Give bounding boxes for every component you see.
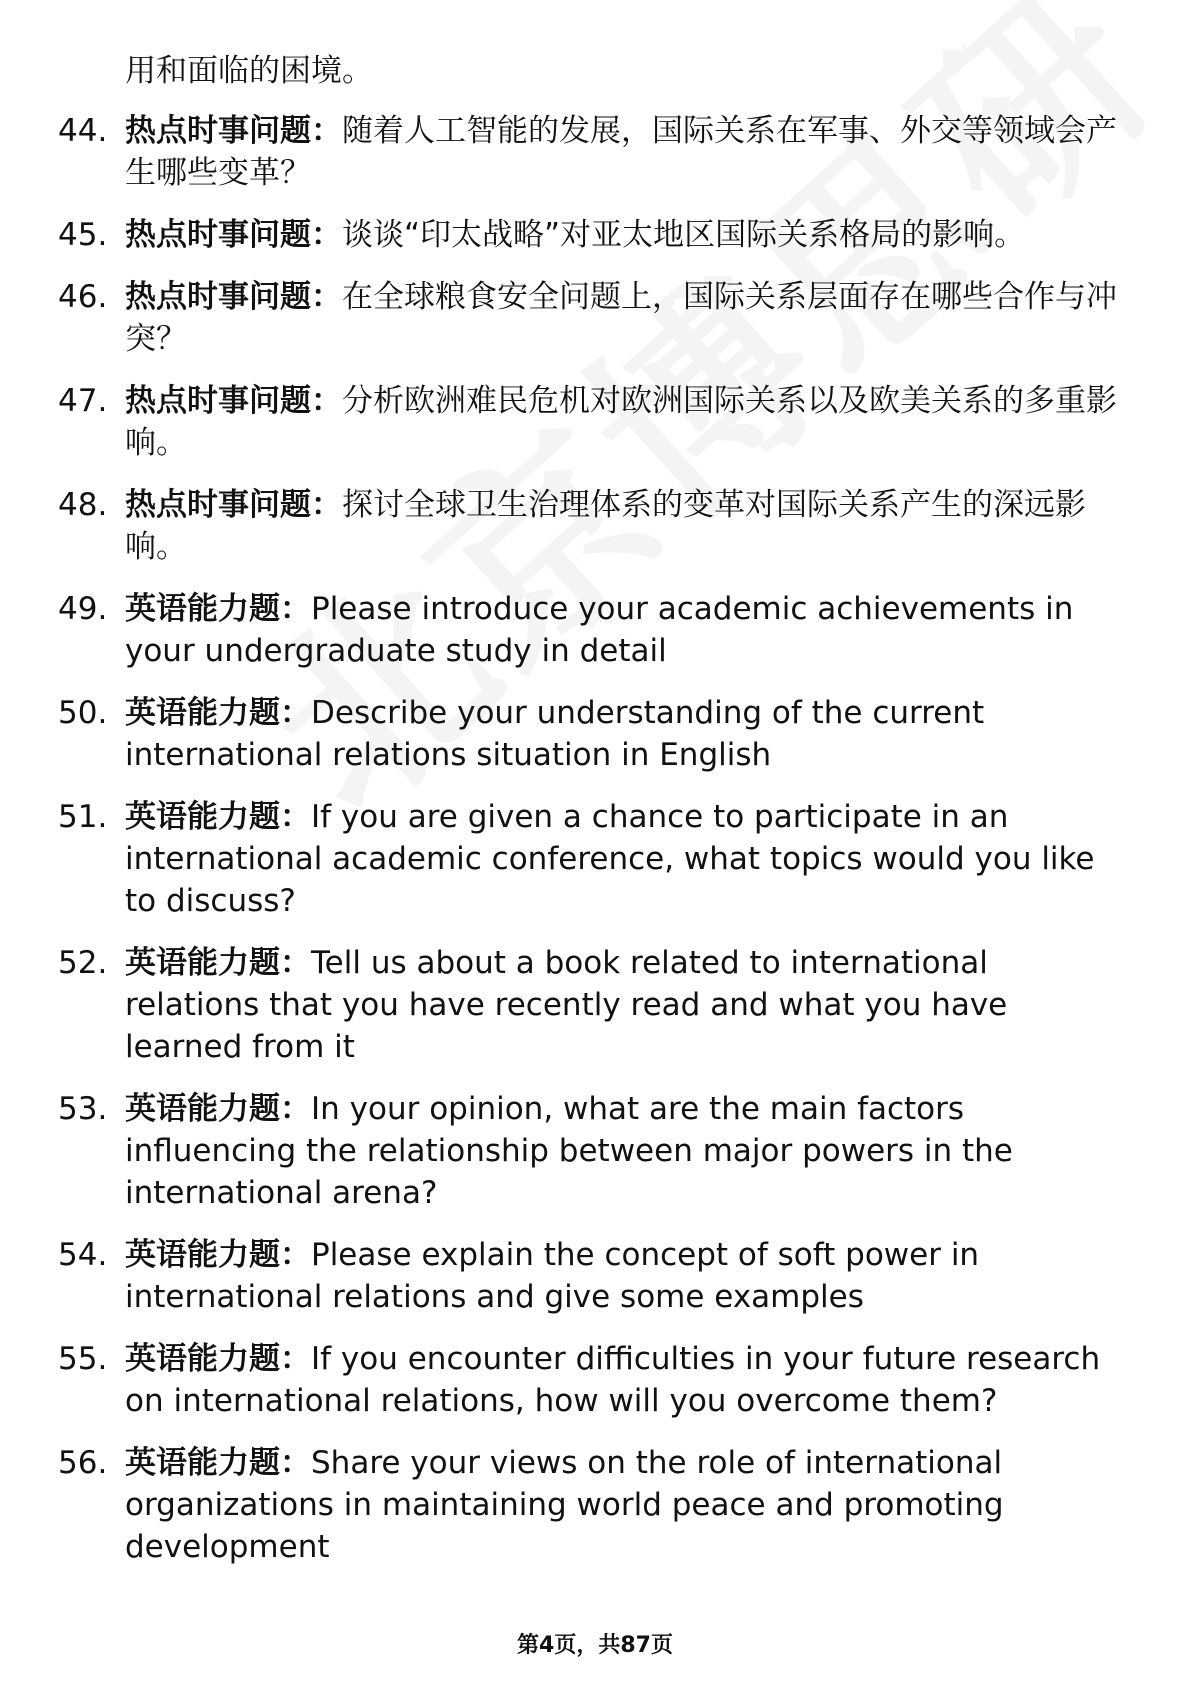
question-category: 英语能力题： (125, 695, 311, 731)
question-text: Tell us about a book related to international relations that you have recently read and what you have learned from it (125, 945, 1008, 1065)
question-text: Share your views on the role of international organizations in maintaining world peace and promoting development (125, 1445, 1004, 1565)
question-number: 55. (58, 1341, 108, 1377)
question-number: 54. (58, 1237, 108, 1273)
question-text: In your opinion, what are the main factors influencing the relationship between major powers in the international arena? (125, 1091, 1013, 1211)
question-text: Describe your understanding of the current international relations situation in English (125, 695, 985, 773)
question-text: Please introduce your academic achievements in your undergraduate study in detail (125, 591, 1074, 669)
question-category: 英语能力题： (125, 591, 311, 627)
question-item (58, 276, 1128, 360)
question-item (58, 1338, 1128, 1422)
question-text: Please explain the concept of soft power in international relations and give some examples (125, 1237, 980, 1315)
question-text: 探讨全球卫生治理体系的变革对国际关系产生的深远影响。 (125, 487, 1086, 565)
question-text: 在全球粮食安全问题上，国际关系层面存在哪些合作与冲突？ (125, 279, 1117, 357)
question-item (58, 1234, 1128, 1318)
question-item (58, 1088, 1128, 1214)
question-text: 分析欧洲难民危机对欧洲国际关系以及欧美关系的多重影响。 (125, 383, 1117, 461)
question-text: If you are given a chance to participate in an international academic conference, what topics would you like to discuss? (125, 799, 1095, 919)
question-number: 51. (58, 799, 108, 835)
question-category: 热点时事问题： (125, 279, 342, 315)
question-item (58, 110, 1128, 194)
question-category: 英语能力题： (125, 945, 311, 981)
question-category: 热点时事问题： (125, 383, 342, 419)
question-item (58, 380, 1128, 464)
question-number: 46. (58, 279, 108, 315)
question-category: 英语能力题： (125, 1341, 311, 1377)
question-item (58, 588, 1128, 672)
question-item (58, 1442, 1128, 1568)
question-number: 50. (58, 695, 108, 731)
question-item (58, 214, 1128, 256)
question-number: 48. (58, 487, 108, 523)
question-item (58, 942, 1128, 1068)
question-category: 热点时事问题： (125, 487, 342, 523)
question-category: 热点时事问题： (125, 217, 342, 253)
question-number: 53. (58, 1091, 108, 1127)
question-number: 49. (58, 591, 108, 627)
question-text: 随着人工智能的发展，国际关系在军事、外交等领域会产生哪些变革？ (125, 113, 1117, 191)
question-category: 英语能力题： (125, 799, 311, 835)
continuation-text: 用和面临的困境。 (125, 53, 373, 89)
question-item (58, 692, 1128, 776)
question-number: 44. (58, 113, 108, 149)
question-category: 英语能力题： (125, 1091, 311, 1127)
page-footer: 第4页，共87页 (517, 1633, 673, 1658)
question-list (58, 110, 1128, 1588)
question-text: If you encounter difficulties in your future research on international relations, how will you overcome them? (125, 1341, 1101, 1419)
question-number: 45. (58, 217, 108, 253)
question-category: 热点时事问题： (125, 113, 342, 149)
question-number: 47. (58, 383, 108, 419)
question-item (58, 484, 1128, 568)
question-item (58, 796, 1128, 922)
question-number: 52. (58, 945, 108, 981)
question-number: 56. (58, 1445, 108, 1481)
question-category: 英语能力题： (125, 1237, 311, 1273)
question-text: 谈谈“印太战略”对亚太地区国际关系格局的影响。 (342, 217, 1026, 253)
question-category: 英语能力题： (125, 1445, 311, 1481)
